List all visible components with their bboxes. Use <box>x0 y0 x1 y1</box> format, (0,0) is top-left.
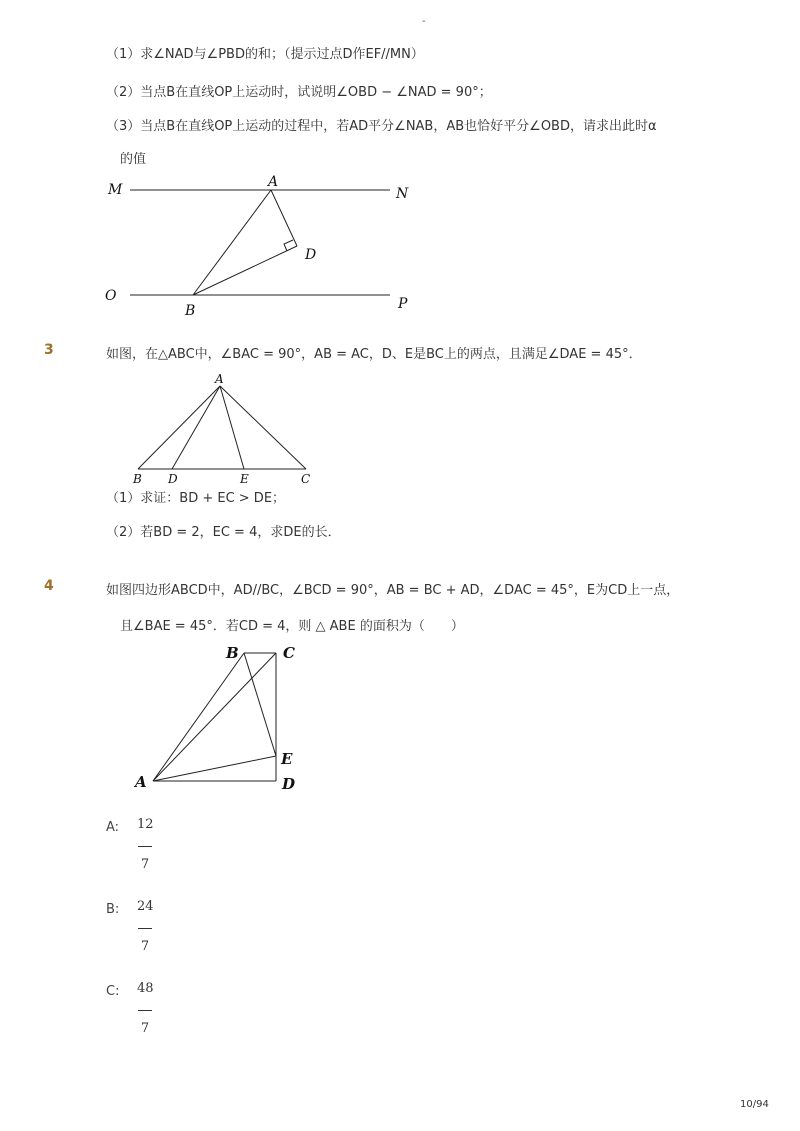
q3-part2: （2）若BD = 2，EC = 4，求DE的长． <box>106 525 341 540</box>
segment-ac <box>153 653 276 781</box>
label-n: N <box>396 186 409 202</box>
q2-part3-line1: （3）当点B在直线OP上运动的过程中，若AD平分∠NAB，AB也恰好平分∠OBD，请求出此时α <box>106 119 657 134</box>
label-d: D <box>168 472 178 486</box>
label-e: E <box>240 472 249 486</box>
q3-part1: （1）求证：BD + EC > DE； <box>106 491 286 506</box>
option-a-label[interactable]: A: <box>106 820 120 835</box>
q4-stem-line1: 如图四边形ABCD中，AD//BC，∠BCD = 90°，AB = BC + AD，∠DAC = 45°，E为CD上一点， <box>106 583 680 598</box>
option-b-fraction-bar <box>138 928 152 929</box>
label-p: P <box>398 296 408 312</box>
label-d: D <box>305 247 317 263</box>
q4-stem-line2: 且∠BAE = 45°．若CD = 4，则 △ ABE 的面积为（ ） <box>120 619 464 634</box>
label-a: A <box>268 174 279 190</box>
label-o: O <box>105 288 117 304</box>
option-b-numerator: 24 <box>137 899 154 914</box>
label-b: B <box>185 303 196 319</box>
segment-ae <box>153 756 276 781</box>
option-c-denominator: 7 <box>140 1021 150 1036</box>
option-b-denominator: 7 <box>140 939 150 954</box>
label-c: C <box>283 644 295 662</box>
q2-part3-line2: 的值 <box>120 152 147 167</box>
q2-part1: （1）求∠NAD与∠PBD的和；（提示过点D作EF//MN） <box>106 47 424 62</box>
label-a: A <box>215 372 224 386</box>
label-b: B <box>133 472 142 486</box>
label-d: D <box>282 775 296 793</box>
option-a-numerator: 12 <box>137 817 154 832</box>
segment-ab <box>153 653 244 781</box>
option-c-label[interactable]: C: <box>106 984 120 999</box>
q2-part2: （2）当点B在直线OP上运动时，试说明∠OBD − ∠NAD = 90°； <box>106 85 492 100</box>
q3-stem: 如图，在△ABC中，∠BAC = 90°，AB = AC，D、E是BC上的两点，且满足∠DAE = 45°． <box>106 347 642 362</box>
label-c: C <box>301 472 311 486</box>
label-m: M <box>108 182 123 198</box>
option-c-numerator: 48 <box>137 981 154 996</box>
label-a: A <box>135 773 147 791</box>
label-e: E <box>281 750 293 768</box>
q4-number: 4 <box>44 578 54 594</box>
option-a-fraction-bar <box>138 846 152 847</box>
option-c-fraction-bar <box>138 1010 152 1011</box>
q3-number: 3 <box>44 342 54 358</box>
option-a-denominator: 7 <box>140 857 150 872</box>
header-mark: - <box>422 16 426 27</box>
option-b-label[interactable]: B: <box>106 902 120 917</box>
page-number: 10/94 <box>740 1099 769 1110</box>
segment-be <box>244 653 276 756</box>
label-b: B <box>226 644 239 662</box>
